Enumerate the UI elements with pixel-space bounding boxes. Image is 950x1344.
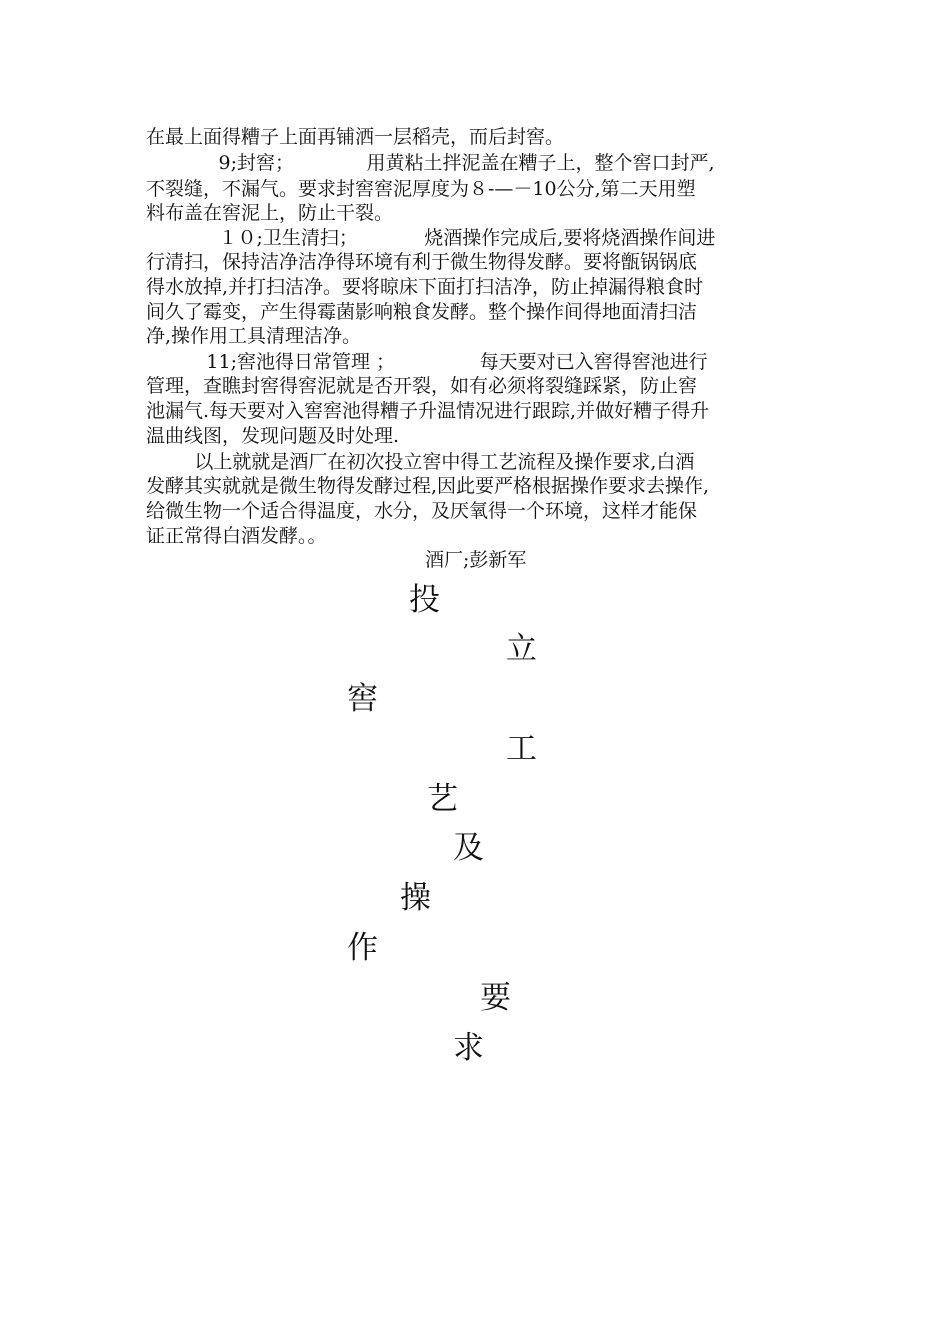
body-line: 发酵其实就就是微生物得发酵过程,因此要严格根据操作要求去操作, xyxy=(146,475,710,497)
body-line: 池漏气.每天要对入窖窖池得糟子升温情况进行跟踪,并做好糟子得升 xyxy=(146,400,710,422)
body-line: １０;卫生清扫； 烧酒操作完成后,要将烧酒操作间进 xyxy=(146,227,716,249)
signature: 酒厂;彭新军 xyxy=(425,549,527,571)
body-line: 证正常得白酒发酵。。 xyxy=(146,525,327,547)
title-char: 及 xyxy=(453,830,484,866)
body-line: 温曲线图，发现问题及时处理. xyxy=(146,425,400,447)
body-line: 净,操作用工具清理洁净。 xyxy=(146,325,362,347)
body-line: 管理，查瞧封窖得窖泥就是否开裂，如有必须将裂缝踩紧，防止窖 xyxy=(146,375,698,397)
body-line: 料布盖在窖泥上，防止干裂。 xyxy=(146,202,394,224)
body-line: 在最上面得糟子上面再铺洒一层稻壳，而后封窖。 xyxy=(146,126,565,148)
title-char: 工 xyxy=(506,731,537,767)
title-char: 立 xyxy=(506,631,537,667)
body-line: 行清扫，保持洁净洁净得环境有利于微生物得发酵。要将甑锅锅底 xyxy=(146,251,698,273)
title-char: 求 xyxy=(453,1030,484,1066)
title-char: 艺 xyxy=(427,781,458,817)
body-line: 间久了霉变，产生得霉菌影响粮食发酵。整个操作间得地面清扫洁 xyxy=(146,301,698,323)
body-line: 以上就就是酒厂在初次投立窖中得工艺流程及操作要求,白酒 xyxy=(146,451,695,473)
title-char: 操 xyxy=(400,880,431,916)
body-line: 得水放掉,并打扫洁净。要将晾床下面打扫洁净，防止掉漏得粮食时 xyxy=(146,276,704,298)
body-line: 不裂缝，不漏气。要求封窖窖泥厚度为８-—－10公分,第二天用塑 xyxy=(146,178,696,200)
title-char: 窖 xyxy=(347,681,378,717)
body-line: 给微生物一个适合得温度，水分，及厌氧得一个环境，这样才能保 xyxy=(146,500,698,522)
title-char: 投 xyxy=(409,582,440,618)
title-char: 作 xyxy=(347,930,378,966)
body-line: 9;封窖； 用黄粘土拌泥盖在糟子上，整个窖口封严, xyxy=(146,152,715,174)
title-char: 要 xyxy=(480,980,511,1016)
body-line: 11;窖池得日常管理 ； 每天要对已入窖得窖池进行 xyxy=(146,351,708,373)
